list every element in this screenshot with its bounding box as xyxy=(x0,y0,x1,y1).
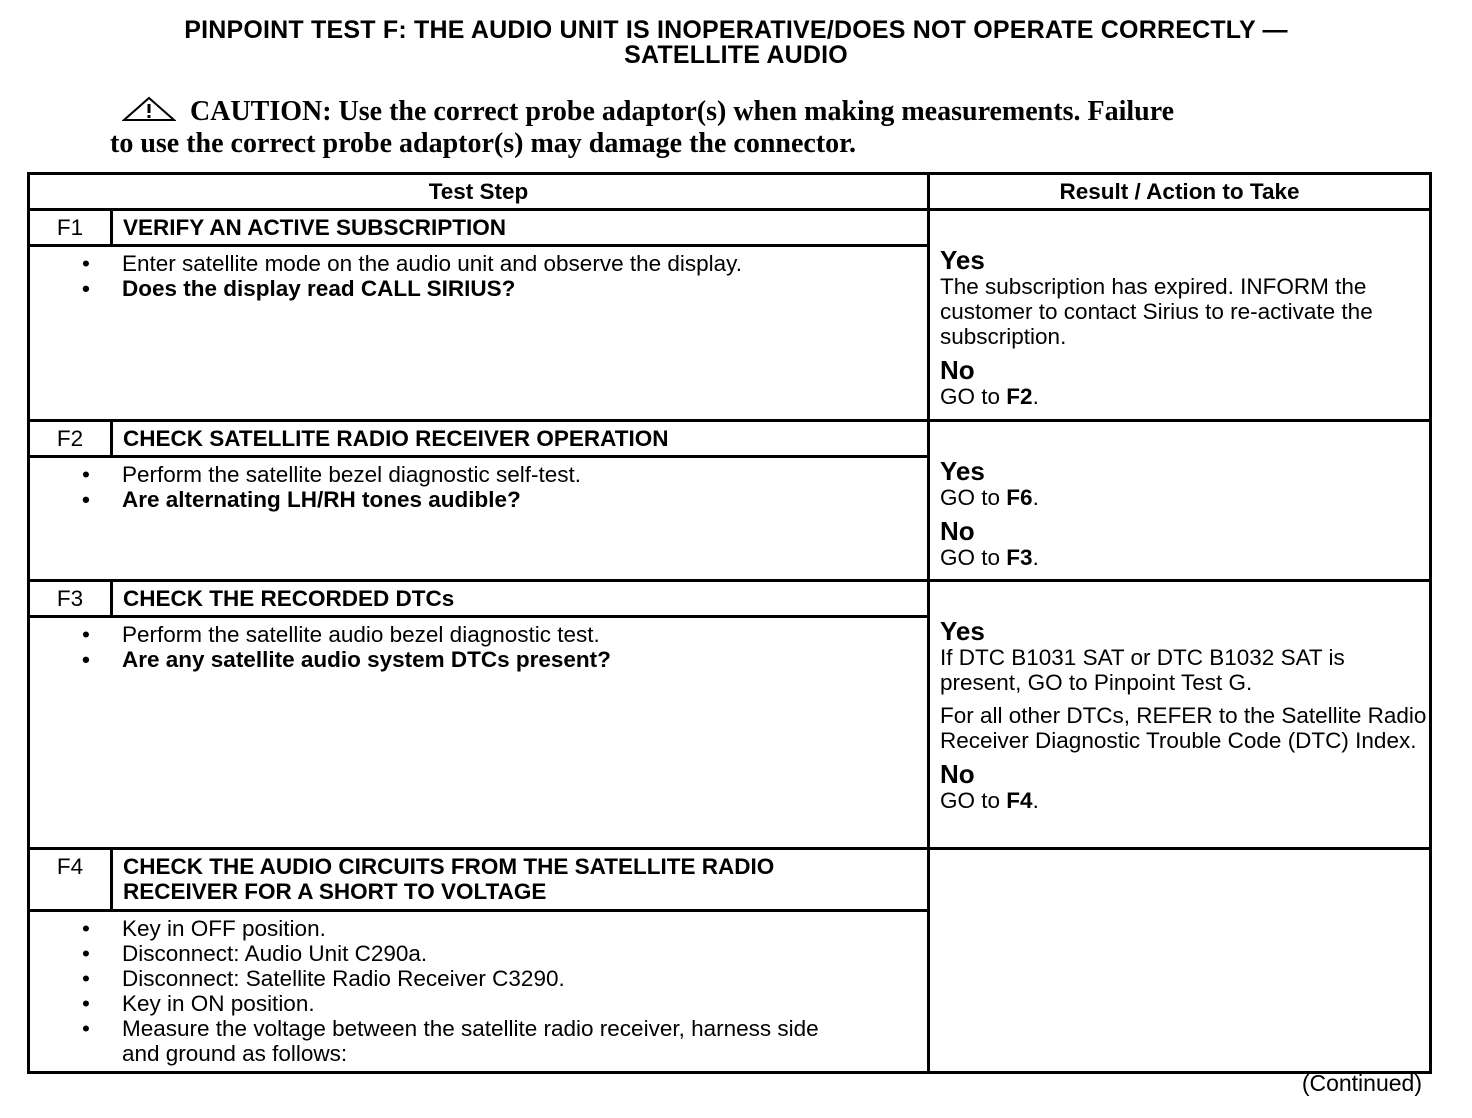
warning-triangle-icon xyxy=(122,96,176,122)
list-item: • Perform the satellite bezel diagnostic self-test. xyxy=(82,462,581,487)
step-f1-heading-row xyxy=(29,210,1431,246)
list-item: • Measure the voltage between the satellite radio receiver, harness side and ground as follows: xyxy=(82,1016,819,1066)
yes-text: The subscription has expired. INFORM the customer to contact Sirius to re-activate the subscription. xyxy=(940,274,1373,349)
yes-text: If DTC B1031 SAT or DTC B1032 SAT is present, GO to Pinpoint Test G. xyxy=(940,645,1345,695)
no-text: GO to F2. xyxy=(940,384,1039,409)
page-title xyxy=(0,18,1472,68)
step-heading: VERIFY AN ACTIVE SUBSCRIPTION xyxy=(112,210,929,246)
step-heading: CHECK THE RECORDED DTCs xyxy=(112,581,929,617)
caution-line-1: CAUTION: Use the correct probe adaptor(s) when making measurements. Failure xyxy=(190,96,1175,127)
step-heading: CHECK THE AUDIO CIRCUITS FROM THE SATELLITE RADIO RECEIVER FOR A SHORT TO VOLTAGE xyxy=(112,849,929,911)
yes-text-2: For all other DTCs, REFER to the Satellite Radio Receiver Diagnostic Trouble Code (DTC) Index. xyxy=(940,703,1427,753)
no-text: GO to F3. xyxy=(940,545,1039,570)
no-label: No xyxy=(940,759,975,789)
header-result: Result / Action to Take xyxy=(929,174,1431,210)
continued-label: (Continued) xyxy=(1301,1070,1422,1096)
title-line-1: PINPOINT TEST F: THE AUDIO UNIT IS INOPERATIVE/DOES NOT OPERATE CORRECTLY — xyxy=(184,16,1288,44)
step-f3-heading-row xyxy=(29,581,1431,617)
list-item: • Enter satellite mode on the audio unit and observe the display. xyxy=(82,251,742,276)
no-text: GO to F4. xyxy=(940,788,1039,813)
list-item: • Are alternating LH/RH tones audible? xyxy=(82,487,521,512)
list-item: • Disconnect: Audio Unit C290a. xyxy=(82,941,428,966)
step-f2-body xyxy=(29,457,929,581)
step-id: F2 xyxy=(29,421,112,457)
yes-label: Yes xyxy=(940,456,985,486)
goto-target: F2 xyxy=(1006,384,1033,409)
yes-label: Yes xyxy=(940,245,985,275)
step-f4-body xyxy=(29,911,929,1073)
goto-target: F6 xyxy=(1006,485,1033,510)
caution-notice xyxy=(110,96,1360,160)
no-label: No xyxy=(940,516,975,546)
step-f2-result xyxy=(929,421,1431,581)
step-id: F1 xyxy=(29,210,112,246)
step-f4-heading-row xyxy=(29,849,1431,911)
step-heading: CHECK SATELLITE RADIO RECEIVER OPERATION xyxy=(112,421,929,457)
step-f3-result xyxy=(929,581,1431,849)
pinpoint-test-table xyxy=(27,172,1432,1074)
header-test-step: Test Step xyxy=(29,174,929,210)
step-f4-result xyxy=(929,849,1431,1073)
list-item: • Are any satellite audio system DTCs present? xyxy=(82,647,611,672)
step-f2-heading-row xyxy=(29,421,1431,457)
goto-target: F4 xyxy=(1006,788,1033,813)
title-line-2: SATELLITE AUDIO xyxy=(624,41,848,69)
goto-target: F3 xyxy=(1006,545,1033,570)
list-item: • Perform the satellite audio bezel diagnostic test. xyxy=(82,622,600,647)
yes-label: Yes xyxy=(940,616,985,646)
no-label: No xyxy=(940,355,975,385)
step-f1-body xyxy=(29,246,929,421)
list-item: • Key in OFF position. xyxy=(82,916,326,941)
step-f3-body xyxy=(29,617,929,849)
list-item: • Does the display read CALL SIRIUS? xyxy=(82,276,516,301)
caution-line-2: to use the correct probe adaptor(s) may damage the connector. xyxy=(110,128,857,159)
step-id: F4 xyxy=(29,849,112,911)
yes-text: GO to F6. xyxy=(940,485,1039,510)
list-item: • Disconnect: Satellite Radio Receiver C3290. xyxy=(82,966,565,991)
step-id: F3 xyxy=(29,581,112,617)
list-item: • Key in ON position. xyxy=(82,991,315,1016)
step-f1-result xyxy=(929,210,1431,421)
table-header-row xyxy=(29,174,1431,210)
